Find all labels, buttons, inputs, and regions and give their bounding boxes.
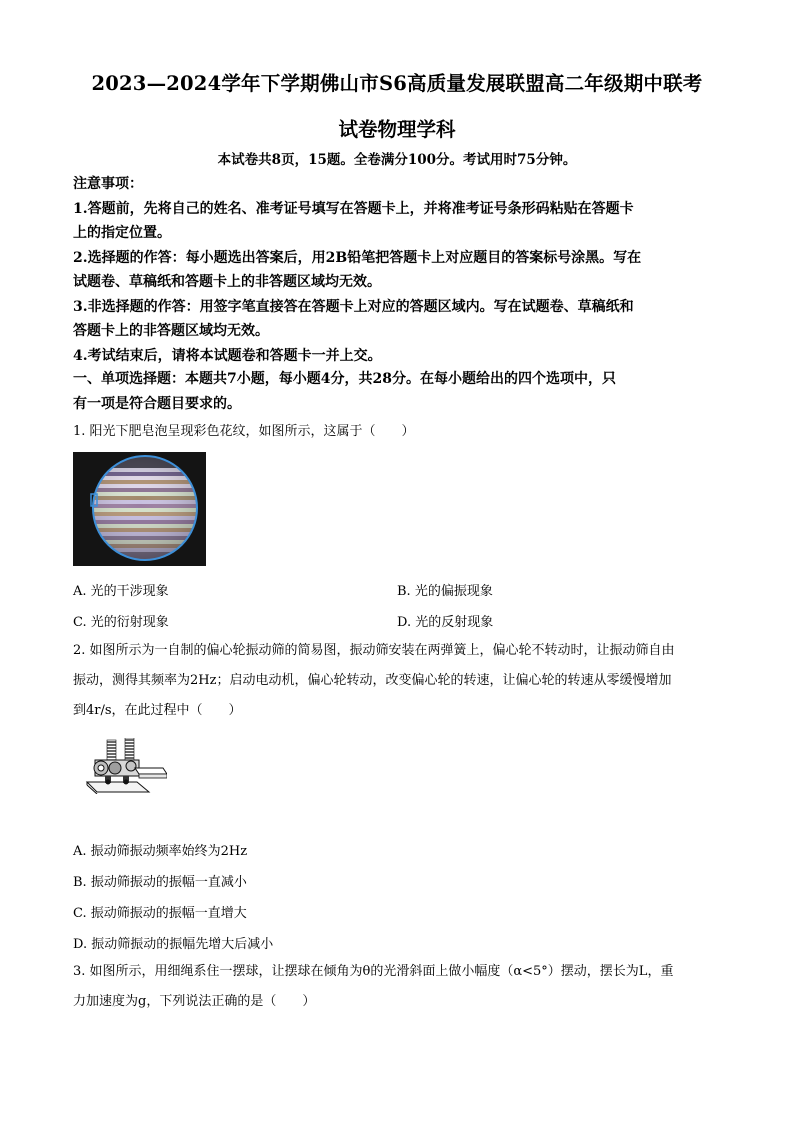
note-line: 试题卷、草稿纸和答题卡上的非答题区域均无效。 bbox=[73, 274, 381, 290]
notes-block bbox=[73, 172, 723, 368]
soap-bubble-figure bbox=[73, 452, 206, 566]
exam-title-line1: 2023—2024学年下学期佛山市S6高质量发展联盟高二年级期中联考 bbox=[91, 72, 703, 95]
q3-stem bbox=[73, 957, 733, 1017]
notes-heading: 注意事项： bbox=[73, 176, 143, 192]
note-line: 上的指定位置。 bbox=[73, 225, 171, 241]
note-line: 2.选择题的作答：每小题选出答案后，用2B铅笔把答题卡上对应题目的答案标号涂黑。写在 bbox=[73, 249, 642, 266]
section-heading bbox=[73, 367, 723, 416]
q3-stem-line2: 力加速度为g，下列说法正确的是（ ） bbox=[73, 994, 316, 1009]
note-line: 4.考试结束后，请将本试题卷和答题卡一并上交。 bbox=[73, 347, 382, 364]
q1-option-d: D. 光的反射现象 bbox=[397, 615, 494, 630]
q1-stem: 1. 阳光下肥皂泡呈现彩色花纹，如图所示，这属于（ ） bbox=[73, 424, 415, 439]
q1-option-c: C. 光的衍射现象 bbox=[73, 615, 169, 630]
q2-option-d: D. 振动筛振动的振幅先增大后减小 bbox=[73, 937, 274, 952]
section-heading-line2: 有一项是符合题目要求的。 bbox=[73, 395, 241, 412]
exam-title-line2: 试卷物理学科 bbox=[338, 118, 456, 141]
q2-option-a: A. 振动筛振动频率始终为2Hz bbox=[73, 844, 248, 859]
note-line: 1.答题前，先将自己的姓名、准考证号填写在答题卡上，并将准考证号条形码粘贴在答题卡 bbox=[73, 200, 634, 217]
q1-option-b: B. 光的偏振现象 bbox=[397, 584, 493, 599]
q2-stem-line2: 振动，测得其频率为2Hz；启动电动机，偏心轮转动，改变偏心轮的转速，让偏心轮的转速从零缓慢增加 bbox=[73, 673, 672, 688]
q2-stem bbox=[73, 636, 733, 726]
q3-stem-line1: 3. 如图所示，用细绳系住一摆球，让摆球在倾角为θ的光滑斜面上做小幅度（α<5°）摆动，摆长为L，重 bbox=[73, 964, 674, 979]
note-line: 3.非选择题的作答：用签字笔直接答在答题卡上对应的答题区域内。写在试题卷、草稿纸和 bbox=[73, 298, 634, 315]
section-heading-line1: 一、单项选择题：本题共7小题，每小题4分，共28分。在每小题给出的四个选项中，只 bbox=[73, 371, 616, 387]
q2-option-c: C. 振动筛振动的振幅一直增大 bbox=[73, 906, 247, 921]
q1-option-a: A. 光的干涉现象 bbox=[73, 584, 169, 599]
q2-stem-line3: 到4r/s，在此过程中（ ） bbox=[73, 703, 242, 718]
note-line: 答题卡上的非答题区域均无效。 bbox=[73, 323, 269, 339]
exam-subtitle: 本试卷共8页，15题。全卷满分100分。考试用时75分钟。 bbox=[217, 152, 577, 168]
q2-stem-line1: 2. 如图所示为一自制的偏心轮振动筛的简易图，振动筛安装在两弹簧上，偏心轮不转动时，让振动筛自由 bbox=[73, 643, 675, 658]
q2-option-b: B. 振动筛振动的振幅一直减小 bbox=[73, 875, 247, 890]
vibrating-sieve-figure bbox=[85, 738, 167, 794]
